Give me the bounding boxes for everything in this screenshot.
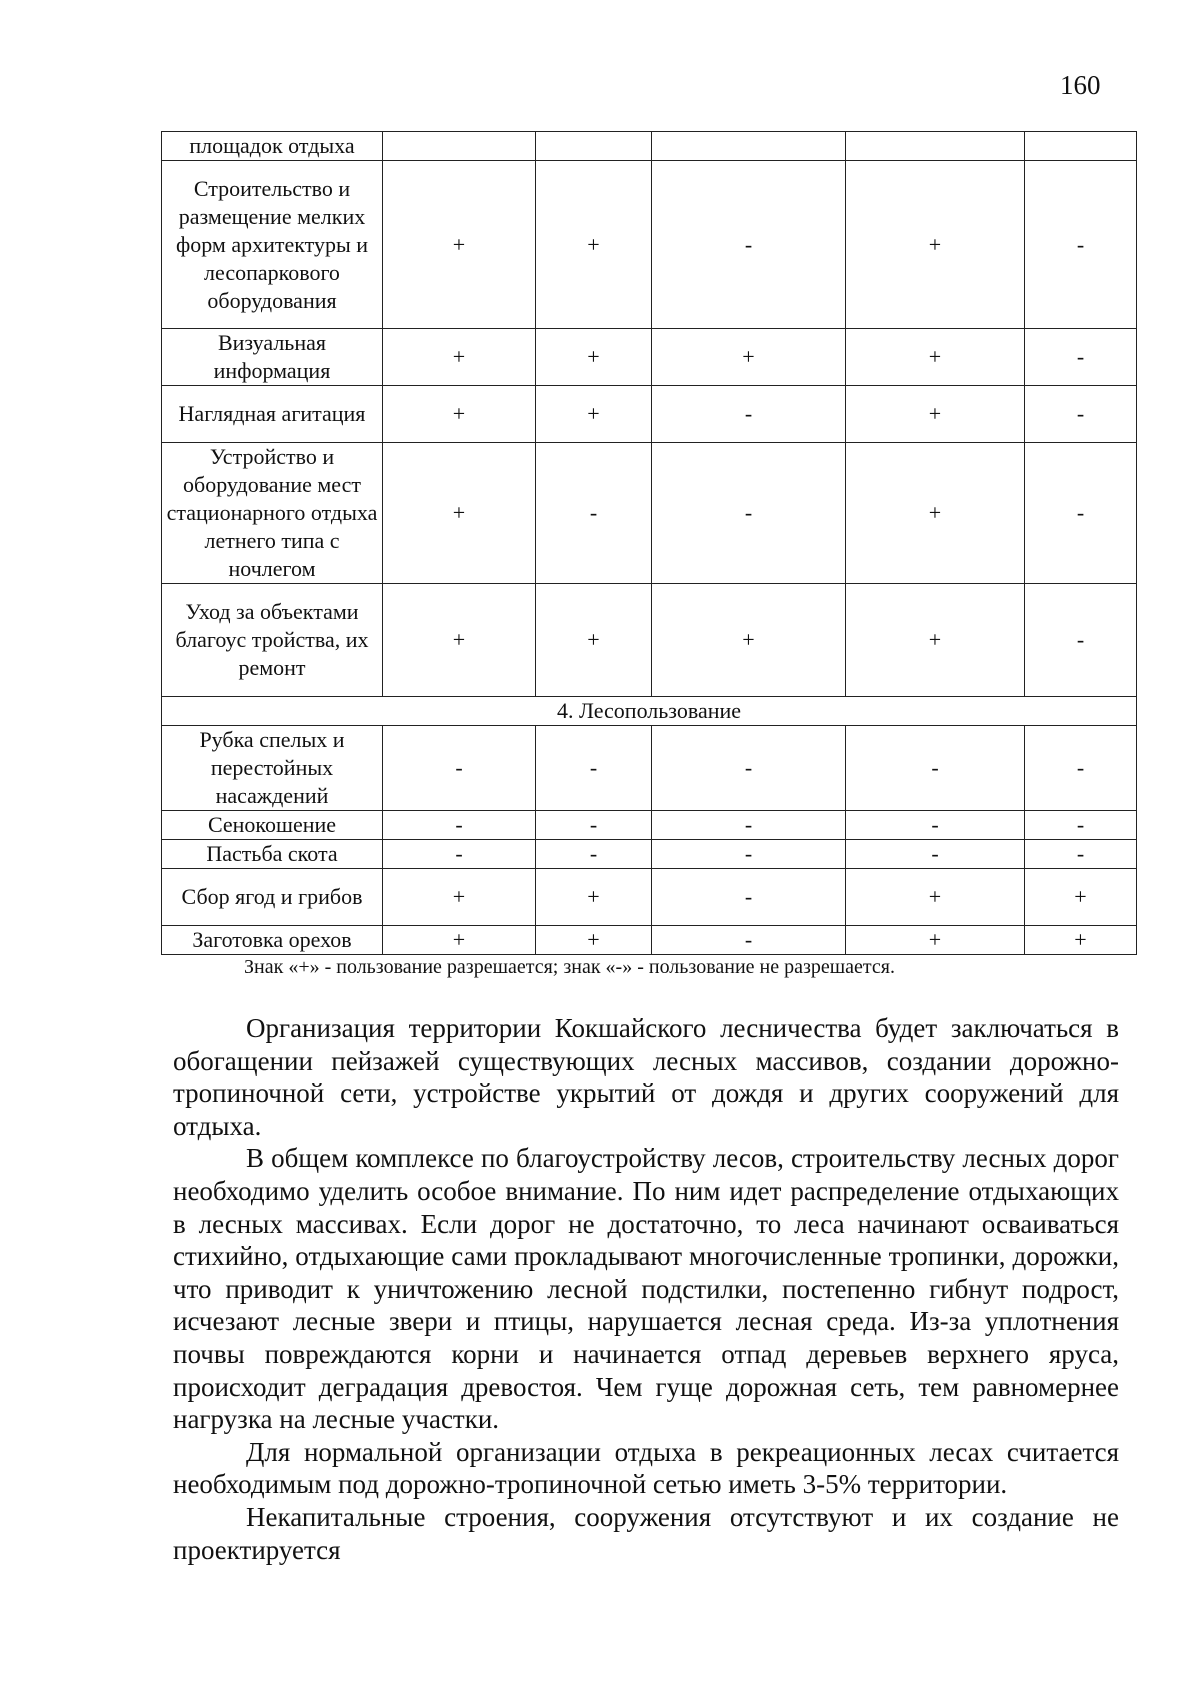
table-cell: - (1025, 386, 1137, 443)
row-label: Сенокошение (162, 811, 383, 840)
table-cell: - (652, 161, 846, 329)
table-cell: + (652, 329, 846, 386)
row-label: Строительство и размещение мелких форм архитектуры и лесопаркового оборудования (162, 161, 383, 329)
table-cell: + (383, 584, 536, 697)
table-cell: + (1025, 869, 1137, 926)
paragraph: Для нормальной организации отдыха в рекреационных лесах считается необходимым под дорожно-тропиночной сетью иметь 3-5% территории. (173, 1436, 1119, 1500)
table-cell (383, 132, 536, 161)
row-label: Сбор ягод и грибов (162, 869, 383, 926)
table-cell: - (383, 840, 536, 869)
row-label: Визуальная информация (162, 329, 383, 386)
paragraph: Некапитальные строения, сооружения отсутствуют и их создание не проектируется (173, 1501, 1119, 1565)
row-label: Заготовка орехов (162, 926, 383, 955)
table-cell: + (846, 329, 1025, 386)
body-text (173, 1012, 1119, 1566)
table-cell: - (1025, 161, 1137, 329)
table-cell: - (1025, 811, 1137, 840)
table-row (162, 132, 1137, 161)
table-legend: Знак «+» - пользование разрешается; знак «-» - пользование не разрешается. (244, 956, 895, 978)
row-label: Уход за объектами благоус тройства, их ремонт (162, 584, 383, 697)
table-cell: + (383, 443, 536, 584)
row-label: площадок отдыха (162, 132, 383, 161)
table-cell: - (652, 811, 846, 840)
table-cell: + (846, 869, 1025, 926)
table-cell: + (846, 443, 1025, 584)
table-row (162, 329, 1137, 386)
table-cell (1025, 132, 1137, 161)
row-label: Устройство и оборудование мест стационарного отдыха летнего типа с ночлегом (162, 443, 383, 584)
row-label: Наглядная агитация (162, 386, 383, 443)
table-cell: - (1025, 329, 1137, 386)
table-cell: + (383, 161, 536, 329)
table-cell: - (383, 726, 536, 811)
row-label: Рубка спелых и перестойных насаждений (162, 726, 383, 811)
table-cell: + (536, 329, 652, 386)
table-cell: + (1025, 926, 1137, 955)
table-cell: + (383, 926, 536, 955)
table-cell: + (536, 926, 652, 955)
table-cell: + (652, 584, 846, 697)
table-cell: + (846, 161, 1025, 329)
table-row (162, 161, 1137, 329)
table-cell: + (536, 161, 652, 329)
table-row (162, 811, 1137, 840)
table-cell: + (383, 329, 536, 386)
table-cell: - (846, 840, 1025, 869)
table-row (162, 584, 1137, 697)
table-cell: + (536, 869, 652, 926)
table-row (162, 386, 1137, 443)
section-title: 4. Лесопользование (162, 697, 1137, 726)
table-cell: - (846, 726, 1025, 811)
paragraph: Организация территории Кокшайского лесничества будет заключаться в обогащении пейзажей существующих лесных массивов, создании дорожно-тропиночной сети, устройстве укрытий от дождя и других сооружений для отдыха. (173, 1013, 1119, 1141)
table-cell (652, 132, 846, 161)
table-cell: - (536, 726, 652, 811)
table-row (162, 926, 1137, 955)
table-cell: - (652, 840, 846, 869)
table-cell: - (846, 811, 1025, 840)
row-label: Пастьба скота (162, 840, 383, 869)
page-number: 160 (1060, 70, 1101, 100)
table-cell (846, 132, 1025, 161)
table-cell: - (536, 443, 652, 584)
table-cell: - (536, 811, 652, 840)
table-row (162, 443, 1137, 584)
table-cell: - (536, 840, 652, 869)
table-cell: - (1025, 726, 1137, 811)
table-cell: + (846, 386, 1025, 443)
table-cell: + (536, 386, 652, 443)
table-cell: + (846, 926, 1025, 955)
table-cell: - (652, 869, 846, 926)
table-section-row (162, 697, 1137, 726)
table-cell: - (1025, 584, 1137, 697)
table-row (162, 869, 1137, 926)
table-cell: - (652, 443, 846, 584)
table-cell: - (652, 926, 846, 955)
table-row (162, 726, 1137, 811)
table-cell: + (846, 584, 1025, 697)
paragraph: В общем комплексе по благоустройству лесов, строительству лесных дорог необходимо уделить особое внимание. По ним идет распределение отдыхающих в лесных массивах. Если дорог не достаточно, то леса начинают осваиваться стихийно, отдыхающие сами прокладывают многочисленные тропинки, дорожки, что приводит к уничтожению лесной подстилки, постепенно гибнут подрост, исчезают лесные звери и птицы, нарушается лесная среда. Из-за уплотнения почвы повреждаются корни и начинается отпад деревьев верхнего яруса, происходит деградация древостоя. Чем гуще дорожная сеть, тем равномернее нагрузка на лесные участки. (173, 1143, 1119, 1435)
table-cell: - (383, 811, 536, 840)
table-cell (536, 132, 652, 161)
table-row (162, 840, 1137, 869)
table-cell: - (652, 726, 846, 811)
table-cell: - (652, 386, 846, 443)
table-cell: + (383, 869, 536, 926)
table-cell: + (383, 386, 536, 443)
table-cell: + (536, 584, 652, 697)
land-use-table (161, 131, 1137, 955)
table-cell: - (1025, 443, 1137, 584)
table-cell: - (1025, 840, 1137, 869)
